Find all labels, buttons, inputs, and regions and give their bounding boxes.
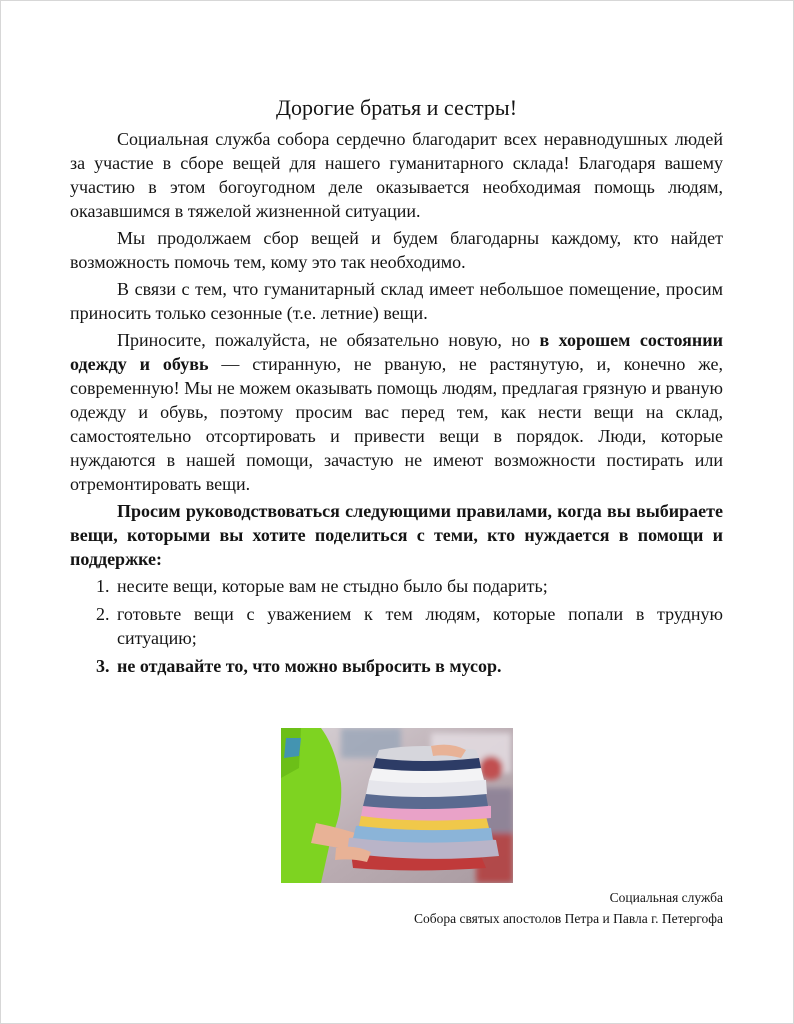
paragraph-thanks: Социальная служба собора сердечно благодарит всех неравнодушных людей за участие в сборе вещей для нашего гуманитарного склада! Благодаря вашему участию в этом богоугодном деле оказывается необходимая помощь людям, оказавшимся в тяжелой жизненной ситуации. <box>70 129 723 221</box>
folded-clothes-photo <box>281 728 513 883</box>
paragraph-seasonal: В связи с тем, что гуманитарный склад имеет небольшое помещение, просим приносить только сезонные (т.е. летние) вещи. <box>70 279 723 323</box>
signature-line-1: Социальная служба <box>609 890 723 905</box>
paragraph-condition-part1: Приносите, пожалуйста, не обязательно новую, но <box>117 330 540 350</box>
document-body <box>70 94 723 682</box>
paragraph-condition <box>70 328 723 496</box>
paragraph-continue: Мы продолжаем сбор вещей и будем благодарны каждому, кто найдет возможность помочь тем, кому это так необходимо. <box>70 228 723 272</box>
signature-line-2: Собора святых апостолов Петра и Павла г. Петергофа <box>413 911 723 926</box>
rule-number: 1. <box>96 576 110 596</box>
rule-item <box>70 574 723 598</box>
rule-text: несите вещи, которые вам не стыдно было бы подарить; <box>117 576 548 596</box>
rule-number: 3. <box>96 656 110 676</box>
rule-text: готовьте вещи с уважением к тем людям, которые попали в трудную ситуацию; <box>117 604 723 648</box>
rule-item <box>70 602 723 650</box>
rules-list <box>70 574 723 678</box>
rules-intro: Просим руководствоваться следующими правилами, когда вы выбираете вещи, которыми вы хотите поделиться с теми, кто нуждается в помощи и поддержке: <box>70 501 723 569</box>
signature-block <box>414 887 723 929</box>
paragraph-condition-part2: — стиранную, не рваную, не растянутую, и, конечно же, современную! Мы не можем оказывать помощь людям, предлагая грязную и рваную одежду и обувь, поэтому просим вас перед тем, как нести вещи на склад, самостоятельно отсортировать и привести вещи в порядок. Люди, которые нуждаются в нашей помощи, зачастую не имеют возможности постирать или отремонтировать вещи. <box>70 354 723 494</box>
rule-item <box>70 654 723 678</box>
page-title: Дорогие братья и сестры! <box>275 95 518 120</box>
rule-number: 2. <box>96 604 110 624</box>
rule-text: не отдавайте то, что можно выбросить в мусор. <box>117 656 502 676</box>
paragraph-condition-bold: в хорошем состоянии одежду и обувь <box>70 330 723 374</box>
